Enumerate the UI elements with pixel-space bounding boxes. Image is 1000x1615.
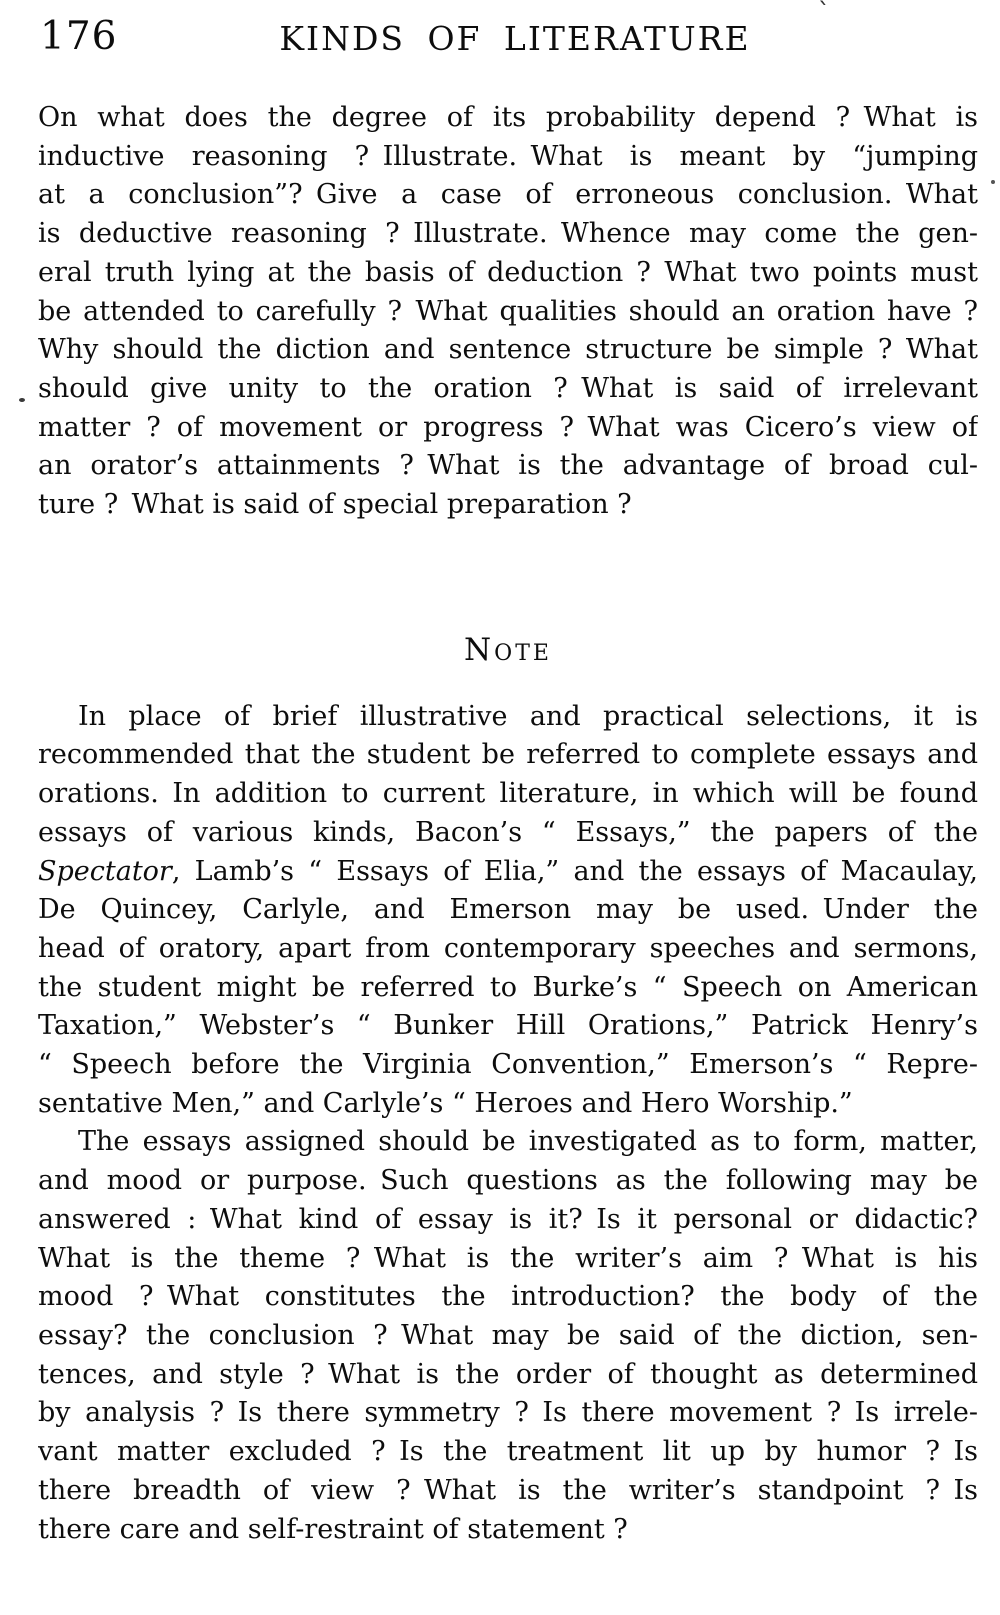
text-line: sentative Men,” and Carlyle’s “ Heroes and Hero Worship.” bbox=[38, 1087, 853, 1119]
scan-artifact-dot bbox=[19, 398, 25, 402]
scan-artifact-tick: ˋ bbox=[818, 0, 830, 26]
text-line: ture ? What is said of special preparation ? bbox=[38, 489, 632, 521]
paragraph bbox=[38, 99, 978, 525]
text-line: recommended that the student be referred to complete essays and bbox=[38, 739, 978, 771]
text-line: Taxation,” Webster’s “ Bunker Hill Orations,” Patrick Henry’s bbox=[38, 1010, 978, 1042]
text-line: Why should the diction and sentence structure be simple ? What bbox=[38, 334, 978, 366]
text-line: “ Speech before the Virginia Convention,” Emerson’s “ Repre- bbox=[38, 1049, 978, 1081]
text-line: and mood or purpose. Such questions as the following may be bbox=[38, 1165, 978, 1197]
text-line: head of oratory, apart from contemporary speeches and sermons, bbox=[38, 932, 978, 964]
text-line: In place of brief illustrative and practical selections, it is bbox=[78, 700, 978, 732]
paragraph bbox=[38, 1123, 978, 1549]
running-title: KINDS OF LITERATURE bbox=[279, 19, 751, 58]
text-line: essay? the conclusion ? What may be said of the diction, sen- bbox=[38, 1319, 978, 1351]
text-line: be attended to carefully ? What qualities should an oration have ? bbox=[38, 295, 978, 327]
text-line: there care and self-restraint of statement ? bbox=[38, 1513, 628, 1545]
text-line: tences, and style ? What is the order of thought as determined bbox=[38, 1358, 978, 1390]
text-line: matter ? of movement or progress ? What was Cicero’s view of bbox=[38, 411, 978, 443]
text-line: an orator’s attainments ? What is the advantage of broad cul- bbox=[38, 450, 978, 482]
text-line: there breadth of view ? What is the writer’s standpoint ? Is bbox=[38, 1474, 978, 1506]
text-line: The essays assigned should be investigated as to form, matter, bbox=[78, 1126, 978, 1158]
page-number: 176 bbox=[40, 14, 118, 59]
paragraph bbox=[38, 698, 978, 1124]
text-line: essays of various kinds, Bacon’s “ Essays,” the papers of the bbox=[38, 816, 978, 848]
text-line: What is the theme ? What is the writer’s aim ? What is his bbox=[38, 1242, 978, 1274]
text-line: answered : What kind of essay is it? Is it personal or didactic? bbox=[38, 1203, 978, 1235]
text-line: inductive reasoning ? Illustrate. What is meant by “jumping bbox=[38, 140, 978, 172]
text-line: orations. In addition to current literature, in which will be found bbox=[38, 778, 978, 810]
text-line: mood ? What constitutes the introduction? the body of the bbox=[38, 1281, 978, 1313]
text-line: is deductive reasoning ? Illustrate. Whence may come the gen- bbox=[38, 218, 978, 250]
text-line: On what does the degree of its probability depend ? What is bbox=[38, 102, 978, 133]
italic-text: Spectator bbox=[38, 855, 172, 887]
text-line: vant matter excluded ? Is the treatment lit up by humor ? Is bbox=[38, 1436, 978, 1468]
page-body bbox=[38, 99, 978, 1549]
text-line: at a conclusion”? Give a case of erroneous conclusion. What bbox=[38, 179, 978, 211]
note-heading: Note bbox=[464, 631, 552, 668]
text-line: by analysis ? Is there symmetry ? Is there movement ? Is irrele- bbox=[38, 1397, 978, 1429]
text-line: should give unity to the oration ? What is said of irrelevant bbox=[38, 372, 978, 404]
text-line: eral truth lying at the basis of deduction ? What two points must bbox=[38, 256, 978, 288]
text-segment: , Lamb’s “ Essays of Elia,” and the essays of Macaulay, bbox=[171, 855, 978, 887]
scan-artifact-dot bbox=[991, 180, 995, 184]
text-line bbox=[38, 853, 978, 892]
text-line: the student might be referred to Burke’s “ Speech on American bbox=[38, 971, 978, 1003]
text-line: De Quincey, Carlyle, and Emerson may be used. Under the bbox=[38, 894, 978, 926]
